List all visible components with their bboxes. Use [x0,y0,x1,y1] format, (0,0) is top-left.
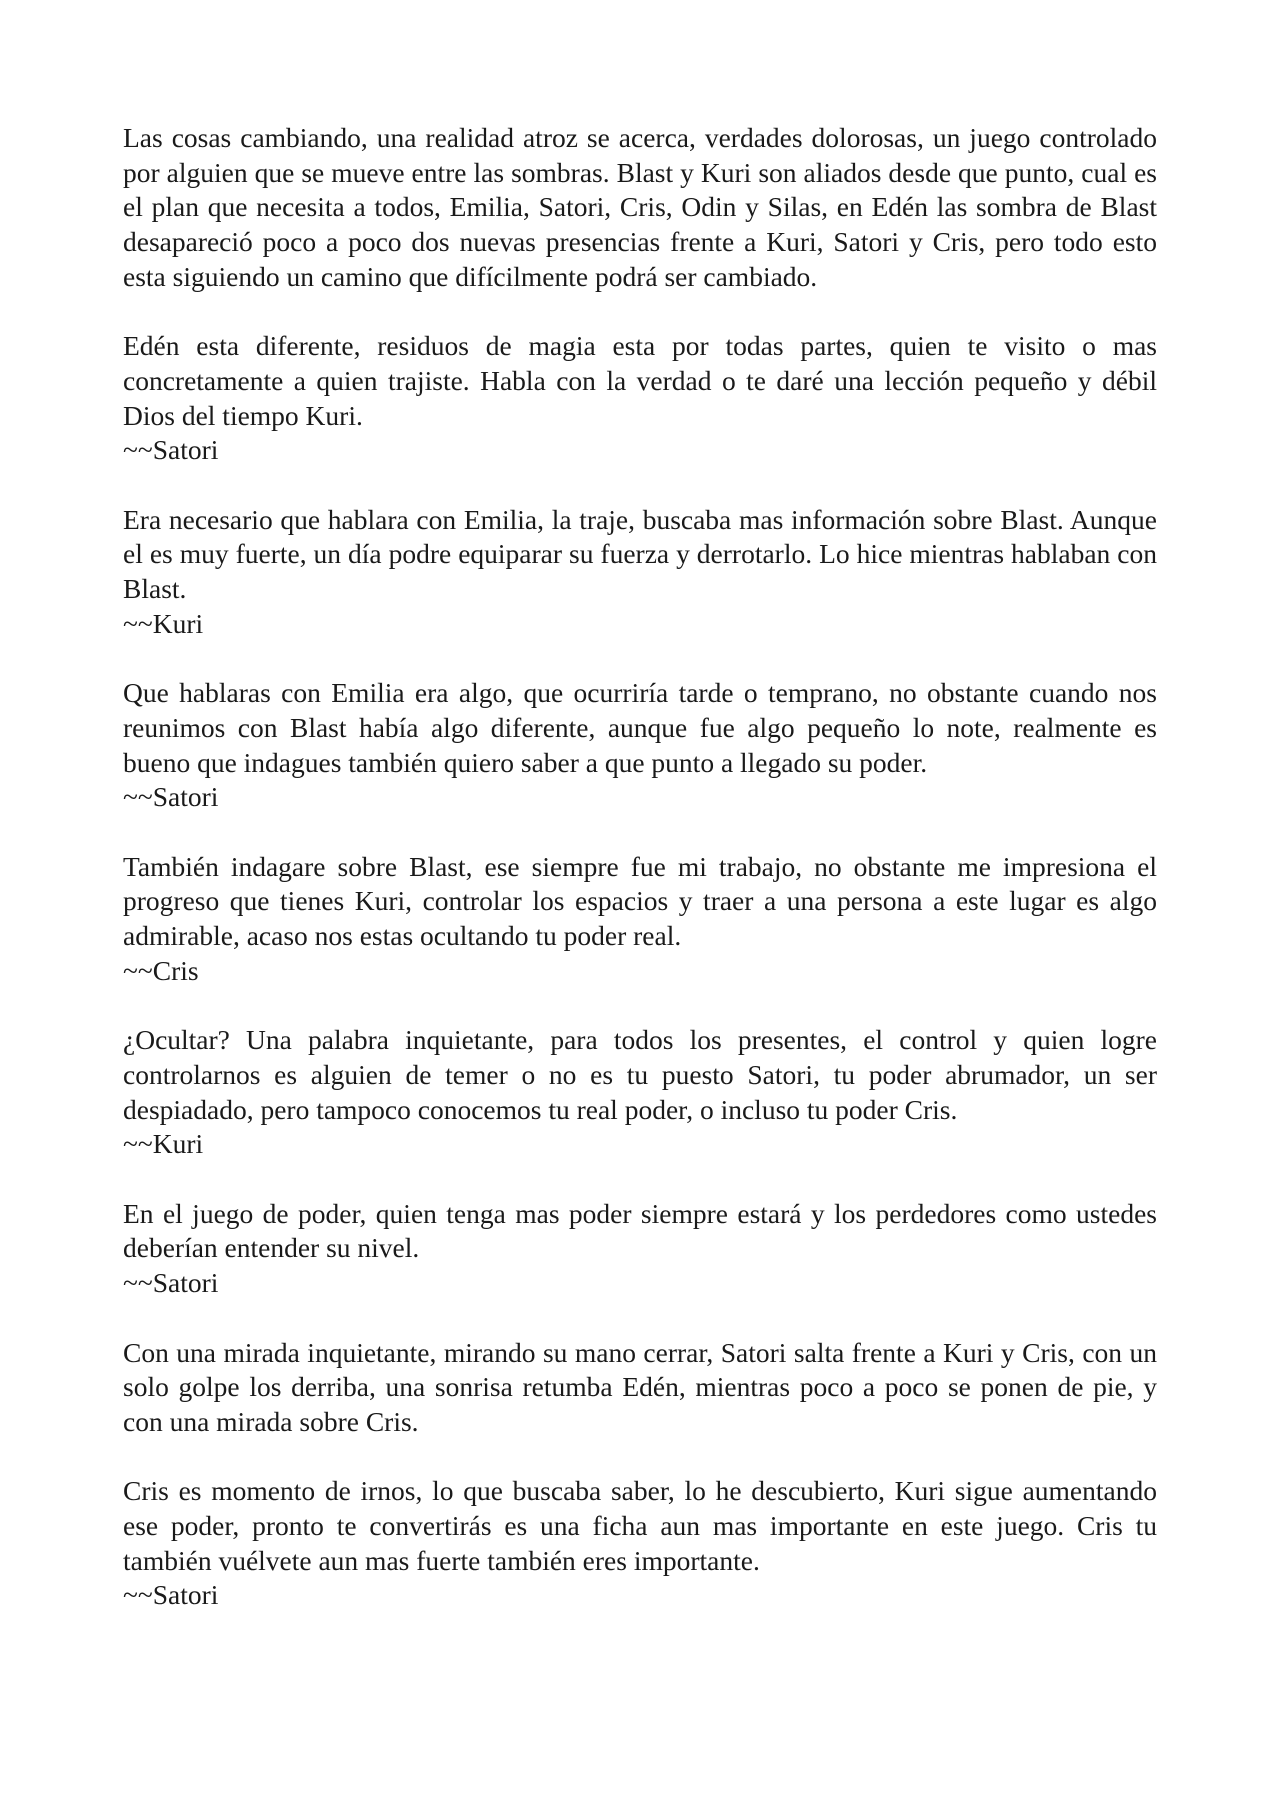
paragraph-9 [123,1474,1157,1613]
paragraph-text: Edén esta diferente, residuos de magia esta por todas partes, quien te visito o mas concretamente a quien trajiste. Habla con la verdad o te daré una lección pequeño y débil Dios del tiempo Kuri. [123,330,1157,431]
paragraph-6 [123,1023,1157,1162]
paragraph-7 [123,1197,1157,1301]
paragraph-4 [123,676,1157,815]
speaker-signature: ~~Kuri [123,1128,204,1160]
paragraph-1 [123,121,1157,295]
speaker-signature: ~~Satori [123,434,219,466]
paragraph-text: Que hablaras con Emilia era algo, que ocurriría tarde o temprano, no obstante cuando nos reunimos con Blast había algo diferente, aunque fue algo pequeño lo note, realmente es bueno que indagues también quiero saber a que punto a llegado su poder. [123,677,1157,778]
speaker-signature: ~~Cris [123,954,199,986]
speaker-signature: ~~Satori [123,781,219,813]
document-page [123,121,1157,1648]
paragraph-text: También indagare sobre Blast, ese siempre fue mi trabajo, no obstante me impresiona el progreso que tienes Kuri, controlar los espacios y traer a una persona a este lugar es algo admirable, acaso nos estas ocultando tu poder real. [123,850,1157,952]
paragraph-text: ¿Ocultar? Una palabra inquietante, para todos los presentes, el control y quien logre controlarnos es alguien de temer o no es tu puesto Satori, tu poder abrumador, un ser despiadado, pero tampoco conocemos tu real poder, o incluso tu poder Cris. [123,1024,1157,1125]
speaker-signature: ~~Satori [123,1267,219,1299]
speaker-signature: ~~Kuri [123,607,204,639]
paragraph-text: Era necesario que hablara con Emilia, la traje, buscaba mas información sobre Blast. Aunque el es muy fuerte, un día podre equiparar su fuerza y derrotarlo. Lo hice mientras hablaban con Blast. [123,503,1157,605]
paragraph-text: En el juego de poder, quien tenga mas poder siempre estará y los perdedores como ustedes deberían entender su nivel. [123,1197,1157,1264]
paragraph-5 [123,850,1157,989]
paragraph-text: Con una mirada inquietante, mirando su mano cerrar, Satori salta frente a Kuri y Cris, con un solo golpe los derriba, una sonrisa retumba Edén, mientras poco a poco se ponen de pie, y con una mirada sobre Cris. [123,1336,1157,1437]
paragraph-text: Cris es momento de irnos, lo que buscaba saber, lo he descubierto, Kuri sigue aumentando ese poder, pronto te convertirás es una ficha aun mas importante en este juego. Cris tu también vuélvete aun mas fuerte también eres importante. [123,1475,1157,1576]
paragraph-3 [123,503,1157,642]
paragraph-text: Las cosas cambiando, una realidad atroz se acerca, verdades dolorosas, un juego controlado por alguien que se mueve entre las sombras. Blast y Kuri son aliados desde que punto, cual es el plan que necesita a todos, Emilia, Satori, Cris, Odin y Silas, en Edén las sombra de Blast desapareció poco a poco dos nuevas presencias frente a Kuri, Satori y Cris, pero todo esto esta siguiendo un camino que difícilmente podrá ser cambiado. [123,122,1157,292]
speaker-signature: ~~Satori [123,1579,219,1611]
paragraph-2 [123,329,1157,468]
paragraph-8 [123,1336,1157,1440]
